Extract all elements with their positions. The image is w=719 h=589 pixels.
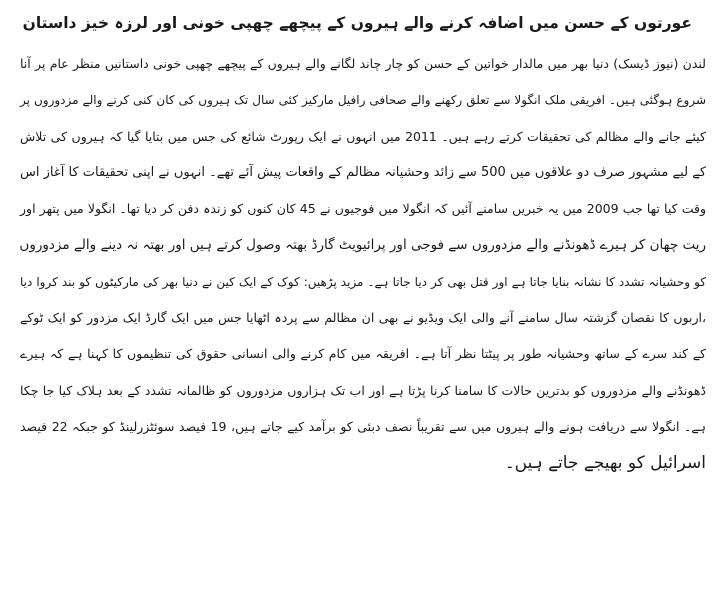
article-line: ہے۔ انگولا سے دریافت ہونے والے ہیروں میں سے تقریباً نصف دبئی کو برآمد کیے جاتے ہیں، 19 فیصد سوئٹزرلینڈ کو جبکہ 22 فیصد <box>20 418 706 434</box>
article-line: شروع ہوگئی ہیں۔ افریقی ملک انگولا سے تعلق رکھنے والے صحافی رافیل مارکیز کئی سال تک ہیروں کی کان کنی کرنے والے مزدوروں پر <box>20 93 706 108</box>
article-line: وقت کیا تھا جب 2009 میں یہ خبریں سامنے آئیں کہ انگولا میں فوجیوں نے 45 کان کنوں کو زندہ دفن کر دیا تھا۔ انگولا میں پتھر اور <box>20 201 706 217</box>
article-line: کیئے جانے والے مظالم کی تحقیقات کرتے رہے ہیں۔ 2011 میں انہوں نے ایک رپورٹ شائع کی جس میں بتایا گیا کہ ہیروں کی تلاش <box>20 128 706 144</box>
article-line: ڈھونڈنے والے مزدوروں کو بدترین حالات کا سامنا کرنا پڑتا ہے اور اب تک ہزاروں مزدوروں کو ظالمانہ تشدد کے بعد ہلاک کیا جا چکا <box>20 382 706 398</box>
article-line: اسرائیل کو بھیجے جاتے ہیں۔ <box>504 453 706 474</box>
article-line: لندن (نیوز ڈیسک) دنیا بھر میں مالدار خواتین کے حسن کو چار چاند لگانے والے ہیروں کے پیچھے چھپی خونی داستانیں منظر عام پر آنا <box>20 56 706 71</box>
article-body <box>20 46 706 482</box>
article-line: ریت چھان کر ہیرے ڈھونڈنے والے مزدوروں سے فوجی اور پرائیویٹ گارڈ بھتہ وصول کرتے ہیں اور بھتہ نہ دینے والے مزدوروں <box>19 237 706 254</box>
article-line: کے لیے مشہور صرف دو علاقوں میں 500 سے زائد وحشیانہ مظالم کے واقعات پیش آئے تھے۔ انہوں نے اپنی تحقیقات کا آغاز اس <box>20 164 707 180</box>
article-line: کو وحشیانہ تشدد کا نشانہ بنایا جاتا ہے اور قتل بھی کر دیا جاتا ہے۔ مزید پڑھیں: کوک کے ایک کین نے دنیا بھر کی مارکیٹوں کو بند کروا دیا <box>20 274 706 289</box>
article-headline: عورتوں کے حسن میں اضافہ کرنے والے ہیروں کے پیچھے چھپی خونی اور لرزہ خیز داستان <box>22 14 692 32</box>
article <box>20 6 706 482</box>
article-line: ،اربوں کا نقصان گزشتہ سال سامنے آنے والی ایک ویڈیو نے بھی ان مظالم سے پردہ اٹھایا جس میں ایک گارڈ ایک مزدور کو ایک ٹوکے <box>20 310 706 326</box>
article-line: کے کند سرے کے ساتھ وحشیانہ طور پر پیٹتا نظر آتا ہے۔ افریقہ میں کام کرنے والی انسانی حقوق کی تنظیموں کا کہنا ہے کہ ہیرے <box>20 346 706 362</box>
